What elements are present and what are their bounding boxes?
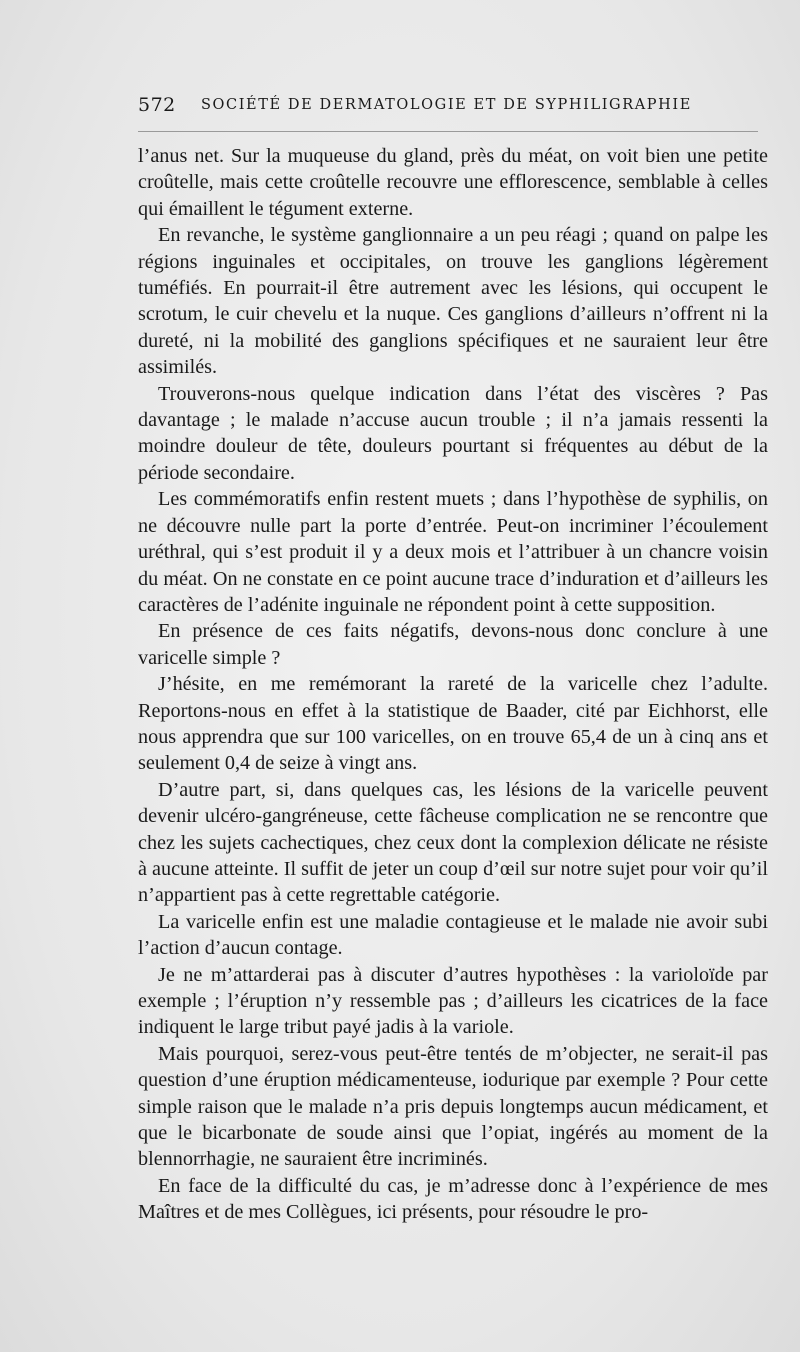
paragraph: l’anus net. Sur la muqueuse du gland, près du méat, on voit bien une petite croûtelle, mais cette croûtelle recouvre une efflorescence, semblable à celles qui émaillent le tégument externe.: [138, 145, 768, 220]
paragraph: Les commémoratifs enfin restent muets ; dans l’hypothèse de syphilis, on ne découvre nulle part la porte d’entrée. Peut-on incriminer l’écoulement uréthral, qui s’est produit il y a deux mois et l’attribuer à un chancre voisin du méat. On ne constate en ce point aucune trace d’induration et d’ailleurs les caractères de l’adénite inguinale ne répondent point à cette supposition.: [138, 488, 768, 616]
paragraph: Mais pourquoi, serez-vous peut-être tentés de m’objecter, ne serait-il pas question d’une éruption médicamenteuse, iodurique par exemple ? Pour cette simple raison que le malade n’a pris depuis longtemps aucun médicament, et que le bicarbonate de soude ainsi que l’opiat, ingérés au moment de la blennorrhagie, ne sauraient être incriminés.: [138, 1042, 768, 1171]
page-number: 572: [138, 94, 176, 116]
running-head-title: SOCIÉTÉ DE DERMATOLOGIE ET DE SYPHILIGRAPHIE: [201, 97, 692, 113]
paragraph: La varicelle enfin est une maladie contagieuse et le malade nie avoir subi l’action d’aucun contage.: [138, 910, 768, 960]
header-rule: [138, 131, 758, 132]
paragraph: J’hésite, en me remémorant la rareté de la varicelle chez l’adulte. Reportons-nous en effet à la statistique de Baader, cité par Eichhorst, elle nous apprendra que sur 100 varicelles, on en trouve 65,4 de un à cinq ans et seulement 0,4 de seize à vingt ans.: [138, 673, 768, 775]
paragraph: En présence de ces faits négatifs, devons-nous donc conclure à une varicelle simple ?: [138, 620, 768, 669]
body-text: [138, 143, 768, 1226]
paragraph: Trouverons-nous quelque indication dans l’état des viscères ? Pas davantage ; le malade n’accuse aucun trouble ; il n’a jamais ressenti la moindre douleur de tête, douleurs pourtant si fréquentes au début de la période secondaire.: [138, 382, 768, 484]
paragraph: Je ne m’attarderai pas à discuter d’autres hypothèses : la varioloïde par exemple ; l’éruption n’y ressemble pas ; d’ailleurs les cicatrices de la face indiquent le large tribut payé jadis à la variole.: [138, 963, 768, 1039]
paragraph: En revanche, le système ganglionnaire a un peu réagi ; quand on palpe les régions inguinales et occipitales, on trouve les ganglions légèrement tuméfiés. En pourrait-il être autrement avec les lésions, qui occupent le scrotum, le cuir chevelu et la nuque. Ces ganglions d’ailleurs n’offrent ni la dureté, ni la mobilité des ganglions spécifiques et ne sauraient leur être assimilés.: [138, 224, 768, 379]
paragraph: D’autre part, si, dans quelques cas, les lésions de la varicelle peuvent devenir ulcéro-gangréneuse, cette fâcheuse complication ne se rencontre que chez les sujets cachectiques, chez ceux dont la complexion délicate ne résiste à aucune atteinte. Il suffit de jeter un coup d’œil sur notre sujet pour voir qu’il n’appartient pas à cette regrettable catégorie.: [138, 778, 768, 907]
running-head: [138, 94, 768, 120]
paragraph: En face de la difficulté du cas, je m’adresse donc à l’expérience de mes Maîtres et de mes Collègues, ici présents, pour résoudre le pro-: [138, 1174, 768, 1224]
